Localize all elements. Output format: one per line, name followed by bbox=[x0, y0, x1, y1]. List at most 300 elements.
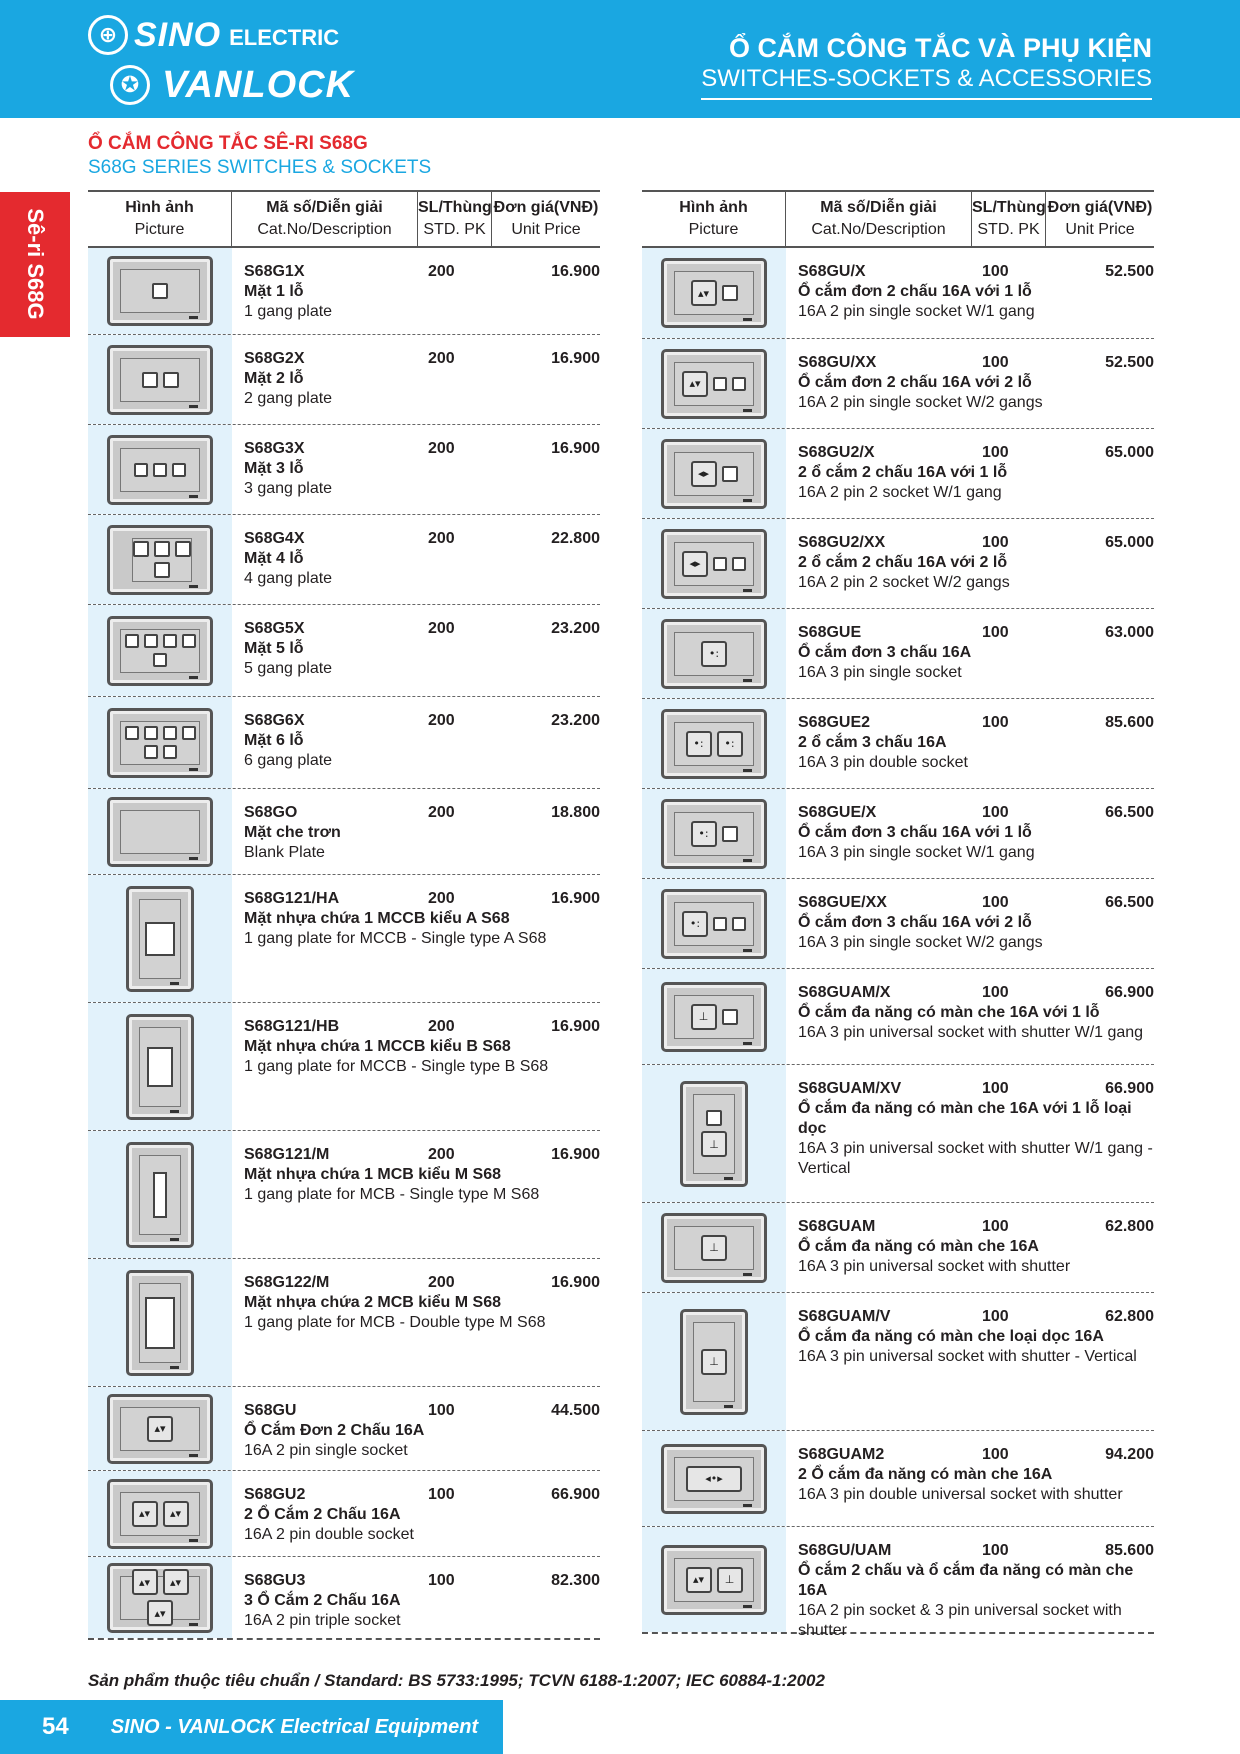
unit-price: 52.500 bbox=[1105, 263, 1154, 280]
socket-outlet: •: bbox=[682, 911, 708, 937]
switch-plate-image bbox=[661, 1444, 767, 1514]
table-row bbox=[88, 1470, 600, 1556]
product-code: S68G5X bbox=[244, 620, 305, 637]
plate-frame bbox=[120, 1492, 200, 1536]
breaker-window bbox=[147, 1047, 173, 1087]
product-name-en: 16A 2 pin double socket bbox=[244, 1526, 414, 1543]
socket-outlet: ▴▾ bbox=[147, 1416, 173, 1442]
product-name-vn: 2 Ổ cắm đa năng có màn che 16A bbox=[798, 1466, 1053, 1483]
unit-price: 18.800 bbox=[551, 804, 600, 821]
switch-slot bbox=[182, 726, 196, 740]
socket-outlet: ▴▾ bbox=[163, 1569, 189, 1595]
indicator-mark bbox=[743, 949, 752, 952]
series-side-tab bbox=[0, 192, 70, 337]
switch-slot bbox=[732, 377, 746, 391]
page-header bbox=[0, 0, 1240, 118]
product-code: S68GUAM/V bbox=[798, 1308, 891, 1325]
indicator-mark bbox=[170, 982, 179, 985]
product-picture bbox=[88, 1471, 232, 1556]
col-picture-vn: Hình ảnh bbox=[679, 199, 748, 216]
product-info bbox=[786, 339, 1154, 428]
product-code: S68GU2/XX bbox=[798, 534, 886, 551]
indicator-mark bbox=[743, 1042, 752, 1045]
col-price-en: Unit Price bbox=[511, 221, 581, 238]
plate-frame bbox=[693, 1094, 735, 1174]
switch-plate-image bbox=[107, 525, 213, 595]
table-row bbox=[88, 696, 600, 788]
socket-outlet: ⊥ bbox=[717, 1567, 743, 1593]
product-info bbox=[232, 425, 600, 514]
pack-quantity: 200 bbox=[428, 263, 455, 280]
switch-plate-image bbox=[661, 889, 767, 959]
product-name-en: 16A 3 pin single socket bbox=[798, 664, 962, 681]
switch-plate-image bbox=[126, 1014, 194, 1120]
table-row bbox=[642, 788, 1154, 878]
socket-outlet: •: bbox=[686, 731, 712, 757]
product-info bbox=[786, 969, 1154, 1064]
indicator-mark bbox=[743, 1605, 752, 1608]
product-name-vn: 2 Ổ Cắm 2 Chấu 16A bbox=[244, 1506, 401, 1523]
catalog-title-vn: Ổ CẮM CÔNG TẮC VÀ PHỤ KIỆN bbox=[728, 33, 1152, 63]
product-name-en: Blank Plate bbox=[244, 844, 325, 861]
unit-price: 85.600 bbox=[1105, 1542, 1154, 1559]
col-qty-en: STD. PK bbox=[423, 221, 486, 238]
product-name-en: 16A 2 pin single socket W/1 gang bbox=[798, 303, 1035, 320]
indicator-mark bbox=[189, 676, 198, 679]
product-code: S68G121/M bbox=[244, 1146, 330, 1163]
pack-quantity: 100 bbox=[982, 354, 1009, 371]
product-info bbox=[786, 609, 1154, 698]
pack-quantity: 200 bbox=[428, 350, 455, 367]
product-name-en: 16A 3 pin universal socket with shutter - Vertical bbox=[798, 1348, 1137, 1365]
col-picture-en: Picture bbox=[134, 221, 185, 238]
product-rows bbox=[642, 248, 1154, 1639]
switch-plate-image bbox=[680, 1309, 748, 1415]
switch-plate-image bbox=[107, 708, 213, 778]
product-name-en: 1 gang plate bbox=[244, 303, 333, 320]
unit-price: 66.900 bbox=[1105, 1080, 1154, 1097]
table-row bbox=[88, 334, 600, 424]
product-name-en: 16A 3 pin double socket bbox=[798, 754, 968, 771]
indicator-mark bbox=[189, 1623, 198, 1626]
socket-outlet: ▴▾ bbox=[163, 1501, 189, 1527]
col-qty-en: STD. PK bbox=[977, 221, 1040, 238]
logo-electric: ELECTRIC bbox=[229, 25, 340, 50]
series-side-tab-label: Sê-ri S68G bbox=[23, 208, 48, 320]
switch-slot bbox=[144, 745, 158, 759]
plate-frame bbox=[139, 1283, 181, 1363]
product-code: S68GUAM2 bbox=[798, 1446, 885, 1463]
catalog-title-en: SWITCHES-SOCKETS & ACCESSORIES bbox=[701, 64, 1152, 100]
product-name-vn: 2 ổ cắm 2 chấu 16A với 1 lỗ bbox=[798, 464, 1008, 481]
product-name-vn: Mặt nhựa chứa 2 MCB kiểu M S68 bbox=[244, 1294, 502, 1311]
pack-quantity: 200 bbox=[428, 620, 455, 637]
product-code: S68G121/HB bbox=[244, 1018, 340, 1035]
indicator-mark bbox=[170, 1238, 179, 1241]
switch-plate-image bbox=[107, 1394, 213, 1464]
plate-frame bbox=[139, 899, 181, 979]
socket-outlet: •: bbox=[717, 731, 743, 757]
table-row bbox=[642, 428, 1154, 518]
product-info bbox=[786, 1431, 1154, 1526]
unit-price: 23.200 bbox=[551, 620, 600, 637]
switch-plate-image bbox=[107, 345, 213, 415]
table-row bbox=[642, 1202, 1154, 1292]
unit-price: 82.300 bbox=[551, 1572, 600, 1589]
product-picture bbox=[642, 699, 786, 788]
product-info bbox=[786, 248, 1154, 338]
table-row bbox=[642, 1430, 1154, 1526]
switch-slot bbox=[732, 917, 746, 931]
product-picture bbox=[642, 1431, 786, 1526]
col-desc-vn: Mã số/Diễn giải bbox=[820, 199, 937, 216]
page-footer bbox=[0, 1700, 503, 1754]
pack-quantity: 100 bbox=[982, 444, 1009, 461]
unit-price: 22.800 bbox=[551, 530, 600, 547]
product-info bbox=[786, 1527, 1154, 1639]
switch-slot bbox=[153, 463, 167, 477]
product-code: S68G6X bbox=[244, 712, 305, 729]
product-info bbox=[232, 1387, 600, 1470]
product-info bbox=[786, 879, 1154, 968]
switch-slot bbox=[722, 285, 738, 301]
unit-price: 23.200 bbox=[551, 712, 600, 729]
product-name-en: 16A 2 pin 2 socket W/1 gang bbox=[798, 484, 1002, 501]
indicator-mark bbox=[189, 405, 198, 408]
indicator-mark bbox=[189, 495, 198, 498]
product-info bbox=[232, 875, 600, 1002]
table-row bbox=[642, 968, 1154, 1064]
table-row bbox=[642, 248, 1154, 338]
switch-slot bbox=[125, 634, 139, 648]
unit-price: 94.200 bbox=[1105, 1446, 1154, 1463]
unit-price: 66.900 bbox=[551, 1486, 600, 1503]
table-row bbox=[88, 1130, 600, 1258]
product-name-en: 4 gang plate bbox=[244, 570, 333, 587]
indicator-mark bbox=[189, 857, 198, 860]
pack-quantity: 200 bbox=[428, 1146, 455, 1163]
product-name-en: 16A 2 pin single socket bbox=[244, 1442, 408, 1459]
table-row bbox=[88, 1556, 600, 1638]
switch-plate-image bbox=[107, 256, 213, 326]
switch-slot bbox=[732, 557, 746, 571]
product-code: S68GUAM/XV bbox=[798, 1080, 902, 1097]
switch-plate-image bbox=[126, 1270, 194, 1376]
socket-outlet: ⊥ bbox=[691, 1004, 717, 1030]
switch-plate-image bbox=[661, 982, 767, 1052]
switch-plate-image bbox=[661, 258, 767, 328]
switch-slot bbox=[175, 541, 191, 557]
product-name-en: 16A 2 pin single socket W/2 gangs bbox=[798, 394, 1043, 411]
standards-note: Sản phẩm thuộc tiêu chuẩn / Standard: BS 5733:1995; TCVN 6188-1:2007; IEC 60884-1:2002 bbox=[88, 1671, 825, 1690]
product-name-vn: Mặt 4 lỗ bbox=[244, 550, 304, 567]
unit-price: 66.500 bbox=[1105, 894, 1154, 911]
plate-frame bbox=[120, 629, 200, 673]
switch-slot bbox=[154, 562, 170, 578]
col-picture-en: Picture bbox=[688, 221, 739, 238]
switch-slot bbox=[144, 634, 158, 648]
product-name-en: 3 gang plate bbox=[244, 480, 333, 497]
table-row bbox=[88, 1386, 600, 1470]
plate-frame bbox=[674, 1558, 754, 1602]
switch-slot bbox=[706, 1110, 722, 1126]
product-info bbox=[786, 1203, 1154, 1292]
indicator-mark bbox=[743, 409, 752, 412]
plate-frame bbox=[139, 1027, 181, 1107]
pack-quantity: 200 bbox=[428, 804, 455, 821]
switch-slot bbox=[163, 745, 177, 759]
unit-price: 66.900 bbox=[1105, 984, 1154, 1001]
switch-plate-image bbox=[661, 1213, 767, 1283]
indicator-mark bbox=[743, 589, 752, 592]
product-code: S68G121/HA bbox=[244, 890, 340, 907]
pack-quantity: 100 bbox=[428, 1486, 455, 1503]
globe-icon: ⊕ bbox=[88, 15, 128, 55]
table-row bbox=[88, 424, 600, 514]
switch-plate-image bbox=[107, 435, 213, 505]
table-header bbox=[642, 190, 1154, 248]
plate-frame bbox=[674, 632, 754, 676]
col-price-vn: Đơn giá(VNĐ) bbox=[493, 199, 599, 216]
product-info bbox=[232, 605, 600, 696]
switch-slot bbox=[144, 726, 158, 740]
unit-price: 16.900 bbox=[551, 1274, 600, 1291]
switch-slot bbox=[163, 634, 177, 648]
pack-quantity: 100 bbox=[982, 263, 1009, 280]
switch-slot bbox=[125, 726, 139, 740]
col-price-vn: Đơn giá(VNĐ) bbox=[1047, 199, 1153, 216]
unit-price: 63.000 bbox=[1105, 624, 1154, 641]
indicator-mark bbox=[170, 1366, 179, 1369]
product-info bbox=[232, 515, 600, 604]
product-info bbox=[232, 789, 600, 874]
pack-quantity: 100 bbox=[982, 1218, 1009, 1235]
product-name-vn: 3 Ổ Cắm 2 Chấu 16A bbox=[244, 1592, 401, 1609]
product-name-vn: Ổ cắm đơn 2 chấu 16A với 2 lỗ bbox=[798, 374, 1032, 391]
col-price-en: Unit Price bbox=[1065, 221, 1135, 238]
product-picture bbox=[642, 969, 786, 1064]
product-name-vn: Mặt 3 lỗ bbox=[244, 460, 304, 477]
unit-price: 16.900 bbox=[551, 1146, 600, 1163]
switch-slot bbox=[722, 466, 738, 482]
logo-sino: SINO bbox=[134, 15, 222, 54]
socket-outlet: •: bbox=[701, 641, 727, 667]
product-picture bbox=[88, 697, 232, 788]
socket-outlet: ◂•▸ bbox=[686, 1466, 742, 1492]
product-picture bbox=[642, 789, 786, 878]
col-desc-en: Cat.No/Description bbox=[257, 221, 392, 238]
product-name-vn: Mặt 6 lỗ bbox=[244, 732, 304, 749]
col-qty-vn: SL/Thùng bbox=[418, 199, 492, 216]
product-name-vn: Ổ cắm đơn 3 chấu 16A với 2 lỗ bbox=[798, 914, 1032, 931]
switch-plate-image bbox=[661, 529, 767, 599]
socket-outlet: ◂▸ bbox=[682, 551, 708, 577]
product-picture bbox=[88, 248, 232, 334]
plate-frame bbox=[120, 810, 200, 854]
lock-emblem-icon: ✪ bbox=[110, 65, 150, 105]
pack-quantity: 200 bbox=[428, 712, 455, 729]
switch-slot bbox=[713, 917, 727, 931]
plate-frame bbox=[120, 448, 200, 492]
unit-price: 65.000 bbox=[1105, 444, 1154, 461]
switch-slot bbox=[722, 826, 738, 842]
pack-quantity: 100 bbox=[982, 804, 1009, 821]
switch-slot bbox=[154, 541, 170, 557]
product-name-en: 16A 3 pin double universal socket with shutter bbox=[798, 1486, 1123, 1503]
footer-brand-text: SINO - VANLOCK Electrical Equipment bbox=[110, 1715, 479, 1738]
switch-plate-image bbox=[661, 619, 767, 689]
indicator-mark bbox=[743, 499, 752, 502]
table-row bbox=[642, 338, 1154, 428]
product-picture bbox=[88, 425, 232, 514]
product-name-vn: Ổ cắm đơn 2 chấu 16A với 1 lỗ bbox=[798, 283, 1032, 300]
unit-price: 85.600 bbox=[1105, 714, 1154, 731]
product-name-vn: Ổ cắm đa năng có màn che 16A với 1 lỗ bbox=[798, 1004, 1100, 1021]
unit-price: 62.800 bbox=[1105, 1308, 1154, 1325]
product-name-en: 6 gang plate bbox=[244, 752, 333, 769]
product-picture bbox=[642, 1065, 786, 1202]
product-name-vn: Mặt che trơn bbox=[244, 824, 341, 841]
indicator-mark bbox=[743, 769, 752, 772]
plate-frame bbox=[120, 358, 200, 402]
unit-price: 16.900 bbox=[551, 350, 600, 367]
pack-quantity: 200 bbox=[428, 530, 455, 547]
switch-slot bbox=[153, 653, 167, 667]
product-picture bbox=[642, 1293, 786, 1430]
switch-slot bbox=[713, 557, 727, 571]
pack-quantity: 100 bbox=[982, 624, 1009, 641]
plate-frame bbox=[674, 812, 754, 856]
product-code: S68GU/X bbox=[798, 263, 866, 280]
socket-outlet: ⊥ bbox=[701, 1235, 727, 1261]
table-row bbox=[642, 608, 1154, 698]
product-info bbox=[232, 248, 600, 334]
plate-frame bbox=[674, 1226, 754, 1270]
plate-frame bbox=[120, 1576, 200, 1620]
breaker-window bbox=[153, 1172, 167, 1218]
pack-quantity: 100 bbox=[982, 894, 1009, 911]
plate-frame bbox=[674, 902, 754, 946]
plate-frame bbox=[674, 1457, 754, 1501]
switch-slot bbox=[152, 283, 168, 299]
indicator-mark bbox=[743, 679, 752, 682]
switch-plate-image bbox=[661, 1545, 767, 1615]
unit-price: 16.900 bbox=[551, 440, 600, 457]
plate-frame bbox=[674, 271, 754, 315]
socket-outlet: ▴▾ bbox=[132, 1569, 158, 1595]
switch-slot bbox=[172, 463, 186, 477]
product-code: S68GU/UAM bbox=[798, 1542, 892, 1559]
product-picture bbox=[88, 1003, 232, 1130]
switch-slot bbox=[133, 541, 149, 557]
pack-quantity: 200 bbox=[428, 1274, 455, 1291]
pack-quantity: 100 bbox=[982, 984, 1009, 1001]
product-name-vn: Ổ cắm đa năng có màn che loại dọc 16A bbox=[798, 1328, 1104, 1345]
catalog-heading bbox=[701, 32, 1152, 100]
product-code: S68GU2/X bbox=[798, 444, 875, 461]
product-name-vn: Mặt nhựa chứa 1 MCCB kiểu B S68 bbox=[244, 1038, 511, 1055]
indicator-mark bbox=[724, 1177, 733, 1180]
socket-outlet: ▴▾ bbox=[691, 280, 717, 306]
product-code: S68G1X bbox=[244, 263, 305, 280]
product-name-vn: 2 ổ cắm 3 chấu 16A bbox=[798, 734, 947, 751]
indicator-mark bbox=[170, 1110, 179, 1113]
section-title bbox=[88, 132, 431, 180]
product-picture bbox=[88, 1259, 232, 1386]
product-table-left bbox=[88, 190, 600, 1640]
product-name-en: 16A 2 pin 2 socket W/2 gangs bbox=[798, 574, 1010, 591]
product-table-right bbox=[642, 190, 1154, 1639]
switch-plate-image bbox=[107, 1563, 213, 1633]
socket-outlet: ◂▸ bbox=[691, 461, 717, 487]
switch-plate-image bbox=[661, 709, 767, 779]
plate-frame bbox=[120, 269, 200, 313]
switch-slot bbox=[163, 726, 177, 740]
product-picture bbox=[88, 335, 232, 424]
switch-plate-image bbox=[126, 1142, 194, 1248]
switch-plate-image bbox=[107, 1479, 213, 1549]
plate-frame bbox=[120, 1407, 200, 1451]
switch-slot bbox=[163, 372, 179, 388]
product-code: S68G2X bbox=[244, 350, 305, 367]
product-name-en: 1 gang plate for MCCB - Single type B S68 bbox=[244, 1058, 549, 1075]
switch-plate-image bbox=[126, 886, 194, 992]
plate-frame bbox=[139, 1155, 181, 1235]
product-code: S68G122/M bbox=[244, 1274, 330, 1291]
pack-quantity: 200 bbox=[428, 1018, 455, 1035]
unit-price: 62.800 bbox=[1105, 1218, 1154, 1235]
product-picture bbox=[642, 429, 786, 518]
col-desc-en: Cat.No/Description bbox=[811, 221, 946, 238]
indicator-mark bbox=[189, 768, 198, 771]
indicator-mark bbox=[189, 316, 198, 319]
table-row bbox=[88, 604, 600, 696]
socket-outlet: •: bbox=[691, 821, 717, 847]
product-name-en: 16A 3 pin single socket W/2 gangs bbox=[798, 934, 1043, 951]
product-name-vn: Ổ cắm đa năng có màn che 16A với 1 lỗ loại dọc bbox=[798, 1100, 1132, 1137]
product-name-en: 16A 3 pin single socket W/1 gang bbox=[798, 844, 1035, 861]
unit-price: 16.900 bbox=[551, 263, 600, 280]
indicator-mark bbox=[743, 318, 752, 321]
col-qty-vn: SL/Thùng bbox=[972, 199, 1046, 216]
product-name-vn: Ổ cắm 2 chấu và ổ cắm đa năng có màn che 16A bbox=[798, 1562, 1134, 1599]
switch-plate-image bbox=[661, 799, 767, 869]
plate-frame bbox=[674, 542, 754, 586]
product-code: S68G4X bbox=[244, 530, 305, 547]
section-title-en: S68G SERIES SWITCHES & SOCKETS bbox=[88, 157, 432, 178]
product-code: S68GU/XX bbox=[798, 354, 877, 371]
product-name-vn: Ổ cắm đa năng có màn che 16A bbox=[798, 1238, 1039, 1255]
product-code: S68GUE/X bbox=[798, 804, 877, 821]
product-name-en: 16A 3 pin universal socket with shutter W/1 gang bbox=[798, 1024, 1144, 1041]
product-info bbox=[232, 1557, 600, 1638]
product-info bbox=[232, 697, 600, 788]
table-row bbox=[88, 1258, 600, 1386]
product-info bbox=[786, 429, 1154, 518]
product-info bbox=[786, 789, 1154, 878]
product-code: S68GUE/XX bbox=[798, 894, 887, 911]
pack-quantity: 100 bbox=[982, 1542, 1009, 1559]
product-picture bbox=[642, 609, 786, 698]
breaker-window bbox=[145, 922, 175, 956]
product-name-en: 2 gang plate bbox=[244, 390, 333, 407]
switch-slot bbox=[142, 372, 158, 388]
pack-quantity: 200 bbox=[428, 890, 455, 907]
product-picture bbox=[642, 1203, 786, 1292]
table-row bbox=[642, 1526, 1154, 1639]
product-name-vn: Mặt nhựa chứa 1 MCB kiểu M S68 bbox=[244, 1166, 502, 1183]
switch-plate-image bbox=[661, 349, 767, 419]
